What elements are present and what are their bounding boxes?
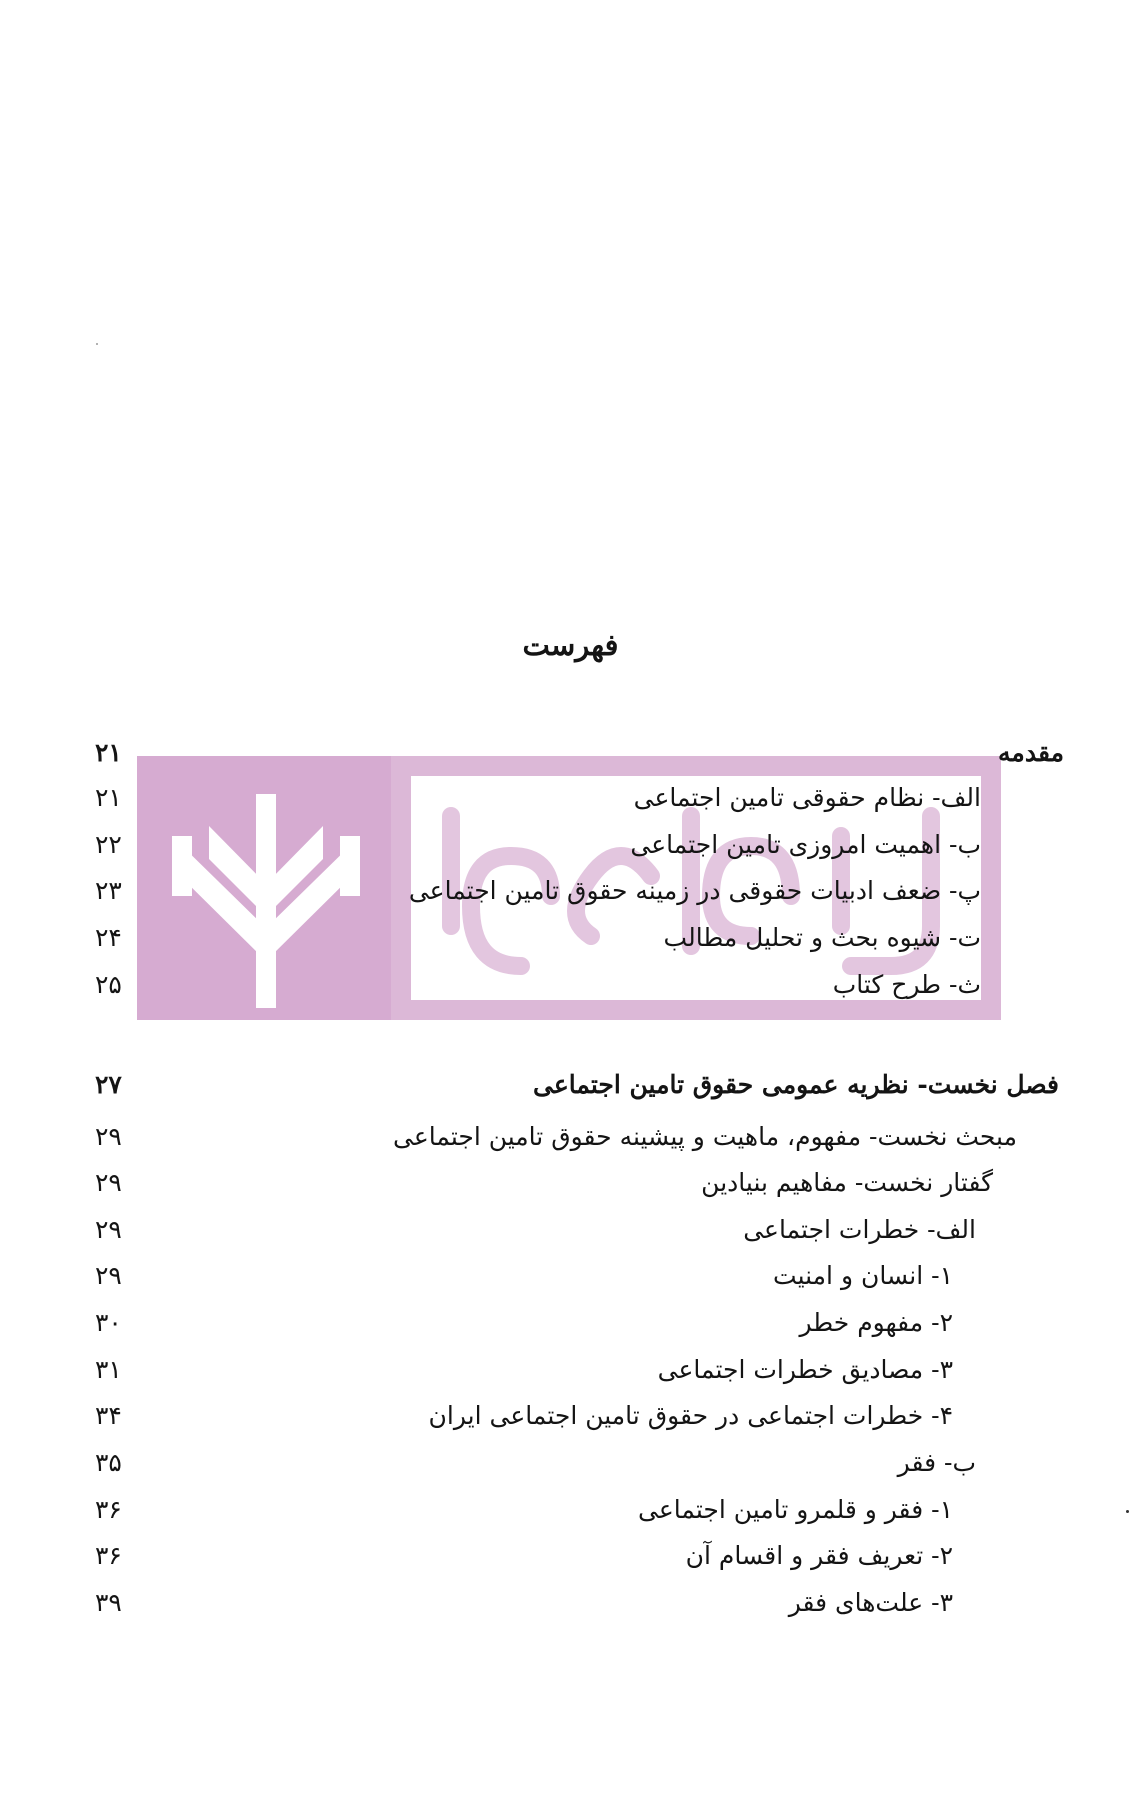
toc-entry-label: ب- اهمیت امروزی تامین اجتماعی (630, 830, 981, 859)
toc-entry-label: الف- خطرات اجتماعی (743, 1215, 976, 1244)
toc-entry (0, 1065, 1141, 1105)
toc-entry (0, 1396, 1141, 1436)
toc-entry (0, 1350, 1141, 1390)
toc-entry (0, 1163, 1141, 1203)
toc-entry (0, 918, 1141, 958)
toc-entry-page: ۳۶ (95, 1541, 122, 1570)
toc-entry (0, 1490, 1141, 1530)
toc-entry (0, 1443, 1141, 1483)
toc-entry-page: ۳۱ (95, 1355, 122, 1384)
toc-entry-page: ۲۵ (95, 970, 122, 999)
page-speck (96, 343, 98, 345)
toc-entry-page: ۲۳ (95, 876, 122, 905)
toc-entry-page: ۳۰ (95, 1308, 122, 1337)
toc-entry-page: ۲۱ (95, 738, 122, 767)
toc-entry (0, 1536, 1141, 1576)
toc-entry-page: ۳۴ (95, 1401, 122, 1430)
toc-entry (0, 871, 1141, 911)
toc-entry-label: ۲- تعریف فقر و اقسام آن (685, 1541, 953, 1570)
toc-entry-label: ۳- علت‌های فقر (788, 1588, 953, 1617)
toc-entry-label: ۱- انسان و امنیت (773, 1261, 953, 1290)
toc-entry-page: ۲۱ (95, 783, 122, 812)
toc-entry-page: ۲۲ (95, 830, 122, 859)
toc-entry (0, 778, 1141, 818)
toc-entry-label: گفتار نخست- مفاهیم بنیادین (701, 1168, 993, 1197)
toc-entry (0, 1256, 1141, 1296)
toc-entry-label: ث- طرح کتاب (832, 970, 981, 999)
toc-entry-page: ۲۷ (95, 1070, 122, 1099)
toc-entry (0, 1210, 1141, 1250)
toc-entry-label: ۳- مصادیق خطرات اجتماعی (657, 1355, 953, 1384)
toc-entry-label: مقدمه (998, 738, 1064, 767)
toc-entry-page: ۲۹ (95, 1122, 122, 1151)
toc-entry-label: ۲- مفهوم خطر (799, 1308, 953, 1337)
toc-entry (0, 733, 1141, 773)
toc-entry (0, 1117, 1141, 1157)
toc-entry-page: ۲۴ (95, 923, 122, 952)
toc-entry-label: ۴- خطرات اجتماعی در حقوق تامین اجتماعی ایران (428, 1401, 953, 1430)
toc-entry-page: ۳۶ (95, 1495, 122, 1524)
page-title: فهرست (522, 628, 619, 662)
toc-entry-label: پ- ضعف ادبیات حقوقی در زمینه حقوق تامین اجتماعی (408, 876, 981, 905)
toc-entry-label: فصل نخست- نظریه عمومی حقوق تامین اجتماعی (533, 1070, 1059, 1099)
toc-entry-label: مبحث نخست- مفهوم، ماهیت و پیشینه حقوق تامین اجتماعی (393, 1122, 1017, 1151)
toc-entry (0, 1583, 1141, 1623)
toc-entry-page: ۳۵ (95, 1448, 122, 1477)
toc-entry-label: ۱- فقر و قلمرو تامین اجتماعی (638, 1495, 953, 1524)
toc-entry (0, 965, 1141, 1005)
toc-entry-page: ۳۹ (95, 1588, 122, 1617)
toc-entry-label: ب- فقر (897, 1448, 976, 1477)
toc-entry-label: الف- نظام حقوقی تامین اجتماعی (633, 783, 981, 812)
toc-entry-page: ۲۹ (95, 1215, 122, 1244)
toc-entry (0, 825, 1141, 865)
toc-entry-label: ت- شیوه بحث و تحلیل مطالب (663, 923, 981, 952)
toc-entry-page: ۲۹ (95, 1168, 122, 1197)
toc-entry (0, 1303, 1141, 1343)
toc-entry-page: ۲۹ (95, 1261, 122, 1290)
